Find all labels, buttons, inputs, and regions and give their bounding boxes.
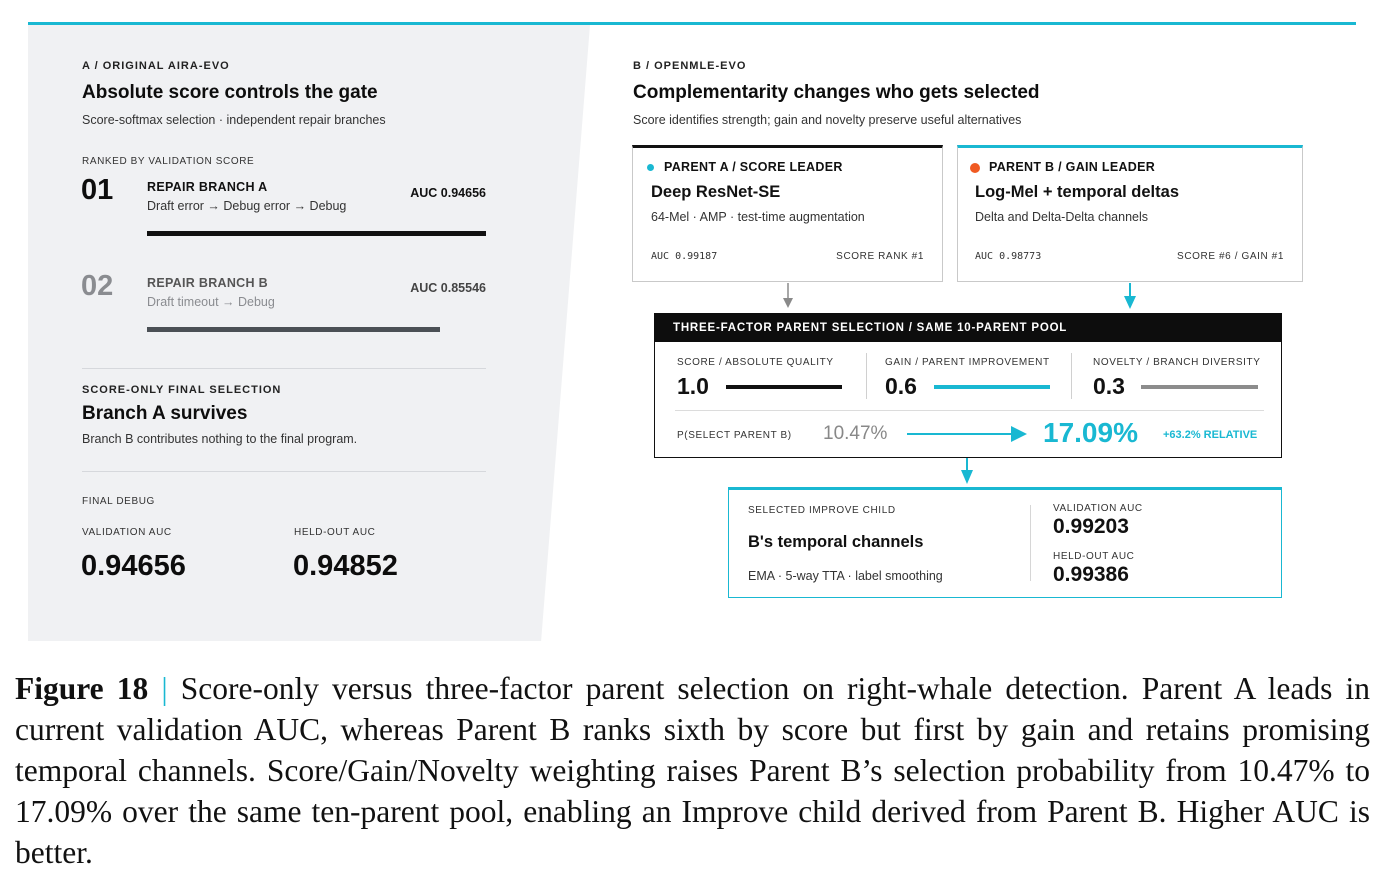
branch-b-rank: 02 (81, 270, 114, 302)
prob-arrow-icon (905, 424, 1030, 444)
figure-number: Figure 18 (15, 671, 149, 706)
child-divider (1030, 505, 1031, 581)
panel-a-title: Absolute score controls the gate (82, 82, 378, 103)
factor-gain-label: GAIN / PARENT IMPROVEMENT (885, 357, 1050, 368)
factor-divider-1 (866, 353, 867, 399)
factor-score-label: SCORE / ABSOLUTE QUALITY (677, 357, 834, 368)
parent-a-dot-icon (647, 164, 654, 171)
validation-auc-value: 0.94656 (81, 550, 186, 582)
arrow-to-child-icon (961, 458, 973, 484)
parent-a-desc: 64-Mel · AMP · test-time augmentation (651, 210, 865, 224)
heldout-auc-value: 0.94852 (293, 550, 398, 582)
branch-a-rank: 01 (81, 174, 114, 206)
panel-a-kicker: A / ORIGINAL AIRA-EVO (82, 60, 230, 72)
branch-b-name: REPAIR BRANCH B (147, 276, 268, 290)
panel-a-subtitle: Score-softmax selection · independent repair branches (82, 113, 386, 127)
arrow-parent-a-icon (783, 283, 793, 308)
branch-a-bar (147, 231, 486, 236)
validation-auc-label: VALIDATION AUC (82, 527, 172, 538)
branch-b-auc: AUC 0.85546 (410, 281, 486, 295)
parent-b-name: Log-Mel + temporal deltas (975, 183, 1179, 201)
heldout-auc-label: HELD-OUT AUC (294, 527, 376, 538)
factor-score-bar (726, 385, 842, 389)
parent-b-label: PARENT B / GAIN LEADER (989, 160, 1156, 174)
parent-a-name: Deep ResNet-SE (651, 183, 781, 201)
panel-b-title: Complementarity changes who gets selected (633, 82, 1040, 103)
selection-divider (675, 410, 1264, 411)
factor-gain-bar (934, 385, 1050, 389)
branch-b-bar (147, 327, 440, 332)
factor-novelty-label: NOVELTY / BRANCH DIVERSITY (1093, 357, 1261, 368)
divider-1 (82, 368, 486, 369)
child-label: SELECTED IMPROVE CHILD (748, 505, 896, 516)
panel-b-subtitle: Score identifies strength; gain and novelty preserve useful alternatives (633, 113, 1022, 127)
branch-b-path: Draft timeout → Debug (147, 295, 275, 309)
child-name: B's temporal channels (748, 533, 924, 551)
factor-score-value: 1.0 (677, 373, 709, 399)
panel-b-kicker: B / OPENMLE-EVO (633, 60, 747, 72)
final-selection-title: Branch A survives (82, 403, 248, 424)
prob-from: 10.47% (823, 423, 888, 444)
prob-relative: +63.2% RELATIVE (1163, 429, 1258, 441)
figure-caption (15, 668, 1370, 873)
ranked-label: RANKED BY VALIDATION SCORE (82, 156, 255, 167)
parent-a-auc: AUC 0.99187 (651, 251, 718, 262)
final-selection-kicker: SCORE-ONLY FINAL SELECTION (82, 384, 282, 396)
parent-b-desc: Delta and Delta-Delta channels (975, 210, 1149, 224)
factor-divider-2 (1071, 353, 1072, 399)
arrow-parent-b-icon (1124, 283, 1136, 309)
child-held-value: 0.99386 (1053, 563, 1129, 586)
branch-a-name: REPAIR BRANCH A (147, 180, 268, 194)
factor-novelty-value: 0.3 (1093, 373, 1125, 399)
selection-header: THREE-FACTOR PARENT SELECTION / SAME 10-PARENT POOL (673, 322, 1068, 334)
factor-gain-value: 0.6 (885, 373, 917, 399)
branch-a-auc: AUC 0.94656 (410, 186, 486, 200)
parent-b-dot-icon (970, 163, 980, 173)
child-val-label: VALIDATION AUC (1053, 503, 1143, 514)
final-selection-subtitle: Branch B contributes nothing to the final program. (82, 432, 358, 446)
top-accent-line (28, 22, 1356, 25)
factor-novelty-bar (1141, 385, 1258, 389)
child-desc: EMA · 5-way TTA · label smoothing (748, 569, 943, 583)
caption-text: Score-only versus three-factor parent selection on right-whale detection. Parent A leads in current validation AUC, whereas Parent B ranks sixth by score but first by gain and retains promising temporal channels. Score/Gain/Novelty weighting raises Parent B’s selection probability from 10.47% to 17.09% over the same ten-parent pool, enabling an Improve child derived from Parent B. Higher AUC is better. (15, 671, 1370, 870)
final-debug-label: FINAL DEBUG (82, 496, 155, 507)
prob-label: P(SELECT PARENT B) (677, 430, 792, 441)
prob-to: 17.09% (1043, 417, 1138, 448)
branch-a-path: Draft error → Debug error → Debug (147, 199, 347, 213)
parent-b-rank: SCORE #6 / GAIN #1 (1177, 251, 1284, 262)
parent-b-auc: AUC 0.98773 (975, 251, 1042, 262)
child-val-value: 0.99203 (1053, 515, 1129, 538)
parent-a-label: PARENT A / SCORE LEADER (664, 160, 843, 174)
parent-a-rank: SCORE RANK #1 (836, 251, 924, 262)
caption-separator: | (161, 671, 168, 706)
divider-2 (82, 471, 486, 472)
child-held-label: HELD-OUT AUC (1053, 551, 1135, 562)
